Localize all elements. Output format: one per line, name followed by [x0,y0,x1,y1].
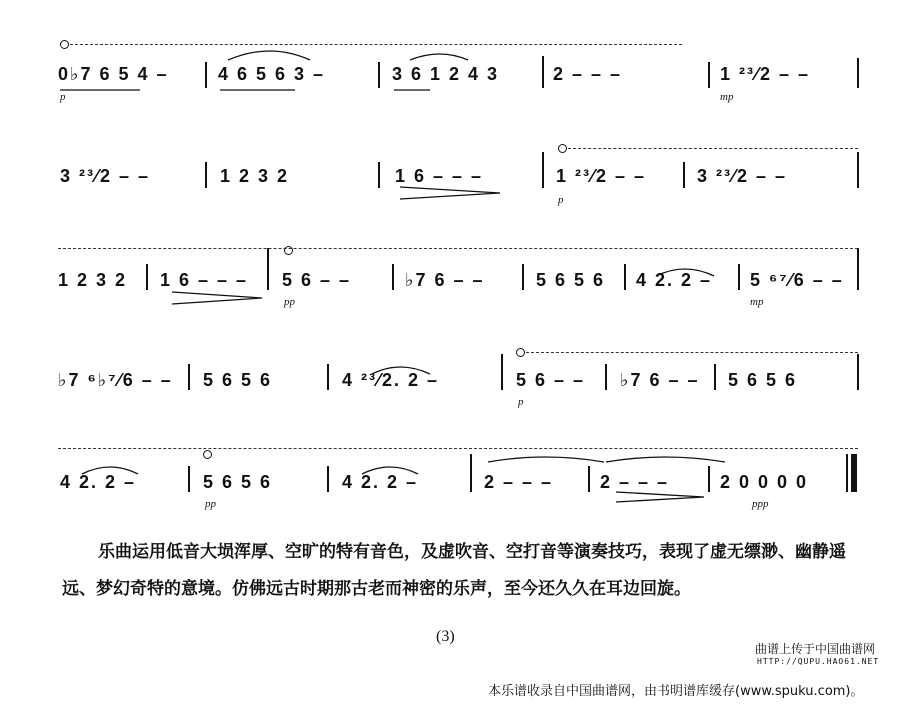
bar-line [392,264,394,290]
score-row-3 [0,244,902,334]
measure: 4 ²³⁄2. 2 – [342,370,440,390]
dynamic-marking: mp [720,91,734,103]
bar-line [857,58,859,88]
bar-line [708,62,710,88]
bar-line [188,364,190,390]
score-row-2 [0,142,902,232]
measure: 1 6 – – – [160,270,249,290]
measure: 4 6 5 6 3 – [218,64,326,84]
measure: 5 6 5 6 [728,370,798,390]
measure: ♭7 6 – – [620,370,700,390]
measure: 1 2 3 2 [220,166,290,186]
measure: 5 6 5 6 [203,472,273,492]
bar-line [624,264,626,290]
score-row-1 [0,44,902,134]
measure: 5 ⁶⁷⁄6 – – [750,270,844,290]
measure: 4 2. 2 – [636,270,713,290]
watermark-url: HTTP://QUPU.HAO61.NET [757,657,880,666]
dynamic-marking: p [60,91,66,103]
measure: 5 6 5 6 [203,370,273,390]
measure: ♭7 ⁶♭⁷⁄6 – – [58,370,173,390]
measure: 5 6 – – [282,270,352,290]
measure: 3 ²³⁄2 – – [697,166,788,186]
breath-circle-mark [60,40,69,49]
measure: 1 ²³⁄2 – – [720,64,811,84]
breath-circle-mark [284,246,293,255]
bar-line [588,466,590,492]
measure: 2 – – – [553,64,623,84]
page-number: (3) [436,628,455,645]
bar-line [501,354,503,390]
bar-line [857,152,859,188]
bar-line [146,264,148,290]
bar-line [605,364,607,390]
bar-line [738,264,740,290]
bar-line [205,162,207,188]
bar-line [470,454,472,492]
bar-line [542,152,544,188]
measure: 2 – – – [600,472,670,492]
bar-line [188,466,190,492]
dynamic-marking: p [558,194,564,206]
bar-line [378,162,380,188]
bar-line [378,62,380,88]
measure: ♭7 6 – – [405,270,485,290]
dynamic-marking: p [518,396,524,408]
bar-line [708,466,710,492]
measure: 0♭7 6 5 4 – [58,64,169,84]
dashed-line [568,148,858,149]
measure: 1 ²³⁄2 – – [556,166,647,186]
measure: 4 2. 2 – [60,472,137,492]
score-row-5 [0,444,902,534]
bar-line [327,466,329,492]
measure: 3 6 1 2 4 3 [392,64,500,84]
bar-line [542,56,544,88]
measure: 2 0 0 0 0 [720,472,809,492]
bar-line [683,162,685,188]
dashed-line [58,248,858,249]
watermark-text: 曲谱上传于中国曲谱网 [755,642,876,656]
bar-line [522,264,524,290]
bar-line [857,354,859,390]
breath-circle-mark [558,144,567,153]
measure: 4 2. 2 – [342,472,419,492]
score-row-4 [0,344,902,434]
bar-line [857,248,859,290]
description-paragraph: 乐曲运用低音大埙浑厚、空旷的特有音色，及虚吹音、空打音等演奏技巧，表现了虚无缥渺、幽静遥远、梦幻奇特的意境。仿佛远古时期那古老而神密的乐声，至今还久久在耳边回旋。 [62,542,846,599]
measure: 5 6 – – [516,370,586,390]
measure: 5 6 5 6 [536,270,606,290]
bar-line [714,364,716,390]
measure: 2 – – – [484,472,554,492]
final-bar-line [851,454,857,492]
bar-line [846,454,848,492]
dashed-line [70,44,682,45]
bar-line [327,364,329,390]
dynamic-marking: mp [750,296,764,308]
breath-circle-mark [516,348,525,357]
dynamic-marking: pp [205,498,216,510]
breath-circle-mark [203,450,212,459]
dynamic-marking: ppp [752,498,769,510]
bar-line [267,248,269,290]
dynamic-marking: pp [284,296,295,308]
bar-line [205,62,207,88]
footer-note: 本乐谱收录自中国曲谱网，由书明谱库缓存(www.spuku.com)。 [488,684,864,699]
measure: 1 6 – – – [395,166,484,186]
measure: 1 2 3 2 [58,270,128,290]
dashed-line [526,352,858,353]
dashed-line [58,448,858,449]
measure: 3 ²³⁄2 – – [60,166,151,186]
